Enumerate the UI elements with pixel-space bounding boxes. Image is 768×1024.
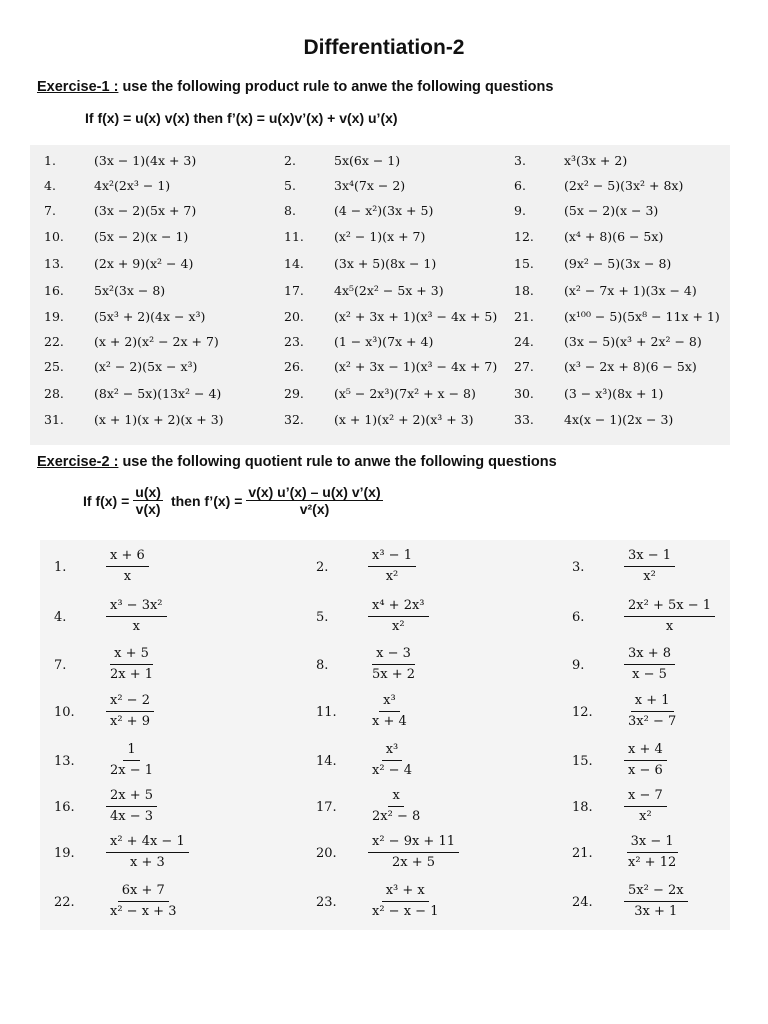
fraction-denominator: 3x + 1 (634, 904, 678, 919)
fraction-numerator: x² − 2 (106, 691, 154, 712)
question-number: 22. (44, 334, 64, 349)
question-expression: (x⁴ + 8)(6 − 5x) (564, 229, 664, 244)
fraction-denominator: x + 3 (129, 855, 165, 870)
question-fraction (624, 644, 675, 685)
fraction-numerator: 6x + 7 (118, 881, 169, 902)
question-number: 21. (514, 309, 534, 324)
question-expression: (x² − 2)(5x − x³) (94, 359, 198, 374)
fraction-numerator: v(x) u’(x) – u(x) v’(x) (248, 484, 381, 500)
question-number: 1. (44, 153, 56, 168)
question-expression: (5x − 2)(x − 1) (94, 229, 189, 244)
question-fraction (624, 691, 680, 732)
fraction-denominator: x − 5 (632, 667, 667, 682)
question-expression: 5x(6x − 1) (334, 153, 401, 168)
fraction-numerator: x³ − 3x² (106, 596, 167, 617)
question-expression: (x¹⁰⁰ − 5)(5x⁸ − 11x + 1) (564, 309, 720, 324)
fraction-numerator: x − 3 (372, 644, 415, 665)
question-number: 19. (44, 309, 64, 324)
question-expression: (3x − 1)(4x + 3) (94, 153, 197, 168)
question-number: 3. (572, 560, 585, 575)
quotient-rule-middle: then f’(x) = (170, 492, 243, 509)
question-number: 33. (514, 412, 534, 427)
question-number: 9. (572, 658, 585, 673)
fraction-denominator: x² (639, 809, 652, 824)
question-fraction (106, 881, 180, 922)
fraction-numerator: 3x + 8 (624, 644, 675, 665)
exercise2-heading (37, 454, 557, 470)
question-number: 10. (54, 705, 75, 720)
fraction-numerator: x³ (379, 691, 400, 712)
exercise1-instruction: use the following product rule to anwe the following questions (118, 79, 554, 95)
question-number: 5. (316, 610, 329, 625)
question-number: 32. (284, 412, 304, 427)
question-fraction (106, 740, 157, 781)
question-number: 24. (514, 334, 534, 349)
page-title: Differentiation-2 (303, 36, 465, 59)
fraction-denominator: 4x − 3 (110, 809, 154, 824)
question-number: 14. (316, 754, 337, 769)
question-expression: (2x² − 5)(3x² + 8x) (564, 178, 684, 193)
fraction-denominator: x² − x − 1 (372, 904, 439, 919)
question-expression: 4x²(2x³ − 1) (94, 178, 171, 193)
question-number: 13. (54, 754, 75, 769)
question-number: 23. (284, 334, 304, 349)
question-number: 16. (44, 283, 64, 298)
question-fraction (624, 786, 667, 827)
question-number: 18. (514, 283, 534, 298)
question-number: 1. (54, 560, 67, 575)
fraction-denominator: x² + 12 (628, 855, 677, 870)
question-number: 15. (514, 256, 534, 271)
question-fraction (368, 596, 429, 637)
question-fraction (106, 546, 149, 587)
question-expression: (2x + 9)(x² − 4) (94, 256, 194, 271)
fraction-denominator: x (665, 619, 674, 634)
question-number: 3. (514, 153, 526, 168)
question-number: 4. (54, 610, 67, 625)
fraction-numerator: 3x − 1 (627, 832, 678, 853)
question-fraction (368, 546, 416, 587)
question-number: 28. (44, 386, 64, 401)
fraction-numerator: x + 6 (106, 546, 149, 567)
fraction-numerator: 5x² − 2x (624, 881, 688, 902)
question-expression: (x⁵ − 2x³)(7x² + x − 8) (334, 386, 476, 401)
question-number: 23. (316, 895, 337, 910)
question-number: 13. (44, 256, 64, 271)
exercise2-instruction: use the following quotient rule to anwe the following questions (118, 454, 557, 470)
fraction-denominator: 5x + 2 (372, 667, 416, 682)
question-expression: (1 − x³)(7x + 4) (334, 334, 434, 349)
question-number: 11. (284, 229, 304, 244)
fraction-numerator: x² + 4x − 1 (106, 832, 189, 853)
question-number: 25. (44, 359, 64, 374)
question-number: 24. (572, 895, 593, 910)
fraction-denominator: x (123, 569, 132, 584)
fraction-numerator: x⁴ + 2x³ (368, 596, 429, 617)
exercise1-heading (37, 79, 553, 95)
product-rule: If f(x) = u(x) v(x) then f’(x) = u(x)v’(x) + v(x) u’(x) (85, 110, 398, 126)
fraction-numerator: 1 (123, 740, 139, 761)
fraction-numerator: 3x − 1 (624, 546, 675, 567)
fraction-numerator: x − 7 (624, 786, 667, 807)
question-number: 9. (514, 203, 526, 218)
fraction-denominator: x² (643, 569, 656, 584)
question-expression: (x + 2)(x² − 2x + 7) (94, 334, 219, 349)
fraction-denominator: x² − x + 3 (110, 904, 177, 919)
question-number: 6. (514, 178, 526, 193)
question-expression: (x² − 1)(x + 7) (334, 229, 426, 244)
question-number: 17. (284, 283, 304, 298)
question-expression: (4 − x²)(3x + 5) (334, 203, 434, 218)
exercise1-label: Exercise-1 : (37, 79, 119, 95)
question-number: 26. (284, 359, 304, 374)
question-expression: x³(3x + 2) (564, 153, 628, 168)
fraction-numerator: x (388, 786, 403, 807)
question-fraction (368, 644, 419, 685)
question-expression: (3 − x³)(8x + 1) (564, 386, 664, 401)
question-number: 29. (284, 386, 304, 401)
question-number: 5. (284, 178, 296, 193)
question-number: 12. (572, 705, 593, 720)
quotient-rule-fraction-derivative (246, 484, 382, 517)
question-fraction (368, 881, 442, 922)
question-number: 27. (514, 359, 534, 374)
fraction-denominator: x − 6 (628, 763, 663, 778)
fraction-denominator: x (132, 619, 140, 634)
fraction-denominator: 3x² − 7 (628, 714, 677, 729)
question-fraction (624, 881, 688, 922)
question-fraction (106, 832, 189, 873)
question-number: 17. (316, 800, 337, 815)
fraction-denominator: x² (385, 569, 399, 584)
question-number: 7. (54, 658, 67, 673)
question-expression: 4x(x − 1)(2x − 3) (564, 412, 674, 427)
question-number: 7. (44, 203, 56, 218)
question-expression: 3x⁴(7x − 2) (334, 178, 406, 193)
question-expression: (5x³ + 2)(4x − x³) (94, 309, 206, 324)
fraction-denominator: 2x + 5 (391, 855, 436, 870)
fraction-numerator: x³ (382, 740, 403, 761)
fraction-denominator: v²(x) (299, 501, 330, 517)
question-expression: (3x − 2)(5x + 7) (94, 203, 197, 218)
question-number: 20. (284, 309, 304, 324)
question-expression: (8x² − 5x)(13x² − 4) (94, 386, 222, 401)
fraction-denominator: x² + 9 (110, 714, 150, 729)
question-expression: (9x² − 5)(3x − 8) (564, 256, 672, 271)
fraction-numerator: x + 4 (624, 740, 667, 761)
exercise2-grid (40, 540, 730, 930)
question-fraction (106, 644, 157, 685)
fraction-denominator: x + 4 (372, 714, 407, 729)
fraction-numerator: x³ − 1 (368, 546, 416, 567)
question-number: 10. (44, 229, 64, 244)
fraction-denominator: 2x² − 8 (372, 809, 421, 824)
question-fraction (368, 740, 416, 781)
question-number: 22. (54, 895, 75, 910)
exercise1-grid (30, 145, 730, 445)
quotient-rule-prefix: If f(x) = (83, 492, 130, 509)
question-expression: (x³ − 2x + 8)(6 − 5x) (564, 359, 697, 374)
fraction-denominator: v(x) (135, 501, 161, 517)
question-fraction (368, 691, 411, 732)
question-number: 4. (44, 178, 56, 193)
question-fraction (106, 691, 154, 732)
fraction-numerator: x + 5 (110, 644, 153, 665)
question-number: 15. (572, 754, 593, 769)
question-fraction (106, 596, 167, 637)
quotient-rule-fraction-uv (133, 484, 163, 517)
fraction-numerator: 2x + 5 (106, 786, 157, 807)
question-fraction (368, 832, 459, 873)
question-expression: (x² − 7x + 1)(3x − 4) (564, 283, 697, 298)
question-number: 30. (514, 386, 534, 401)
question-number: 2. (316, 560, 329, 575)
question-expression: 4x⁵(2x² − 5x + 3) (334, 283, 444, 298)
question-number: 31. (44, 412, 64, 427)
fraction-denominator: 2x + 1 (110, 667, 154, 682)
question-expression: (3x − 5)(x³ + 2x² − 8) (564, 334, 702, 349)
fraction-numerator: x² − 9x + 11 (368, 832, 459, 853)
question-expression: 5x²(3x − 8) (94, 283, 166, 298)
fraction-numerator: u(x) (135, 484, 161, 500)
fraction-numerator: x³ + x (382, 881, 429, 902)
question-expression: (x² + 3x − 1)(x³ − 4x + 7) (334, 359, 498, 374)
question-expression: (5x − 2)(x − 3) (564, 203, 659, 218)
question-fraction (624, 546, 675, 587)
fraction-numerator: x + 1 (631, 691, 674, 712)
question-number: 16. (54, 800, 75, 815)
question-expression: (x + 1)(x² + 2)(x³ + 3) (334, 412, 474, 427)
question-fraction (106, 786, 157, 827)
question-fraction (624, 596, 715, 637)
fraction-denominator: x² − 4 (372, 763, 412, 778)
question-number: 8. (284, 203, 296, 218)
question-number: 8. (316, 658, 329, 673)
fraction-denominator: 2x − 1 (110, 763, 154, 778)
question-number: 21. (572, 846, 593, 861)
question-number: 2. (284, 153, 296, 168)
question-number: 19. (54, 846, 75, 861)
exercise2-label: Exercise-2 : (37, 454, 119, 470)
question-expression: (x + 1)(x + 2)(x + 3) (94, 412, 224, 427)
question-fraction (624, 832, 680, 873)
question-fraction (368, 786, 424, 827)
question-number: 20. (316, 846, 337, 861)
question-expression: (x² + 3x + 1)(x³ − 4x + 5) (334, 309, 498, 324)
question-number: 12. (514, 229, 534, 244)
question-fraction (624, 740, 667, 781)
fraction-numerator: 2x² + 5x − 1 (624, 596, 715, 617)
question-number: 14. (284, 256, 304, 271)
question-expression: (3x + 5)(8x − 1) (334, 256, 437, 271)
question-number: 18. (572, 800, 593, 815)
fraction-denominator: x² (391, 619, 405, 634)
question-number: 11. (316, 705, 337, 720)
question-number: 6. (572, 610, 585, 625)
quotient-rule (83, 484, 387, 517)
